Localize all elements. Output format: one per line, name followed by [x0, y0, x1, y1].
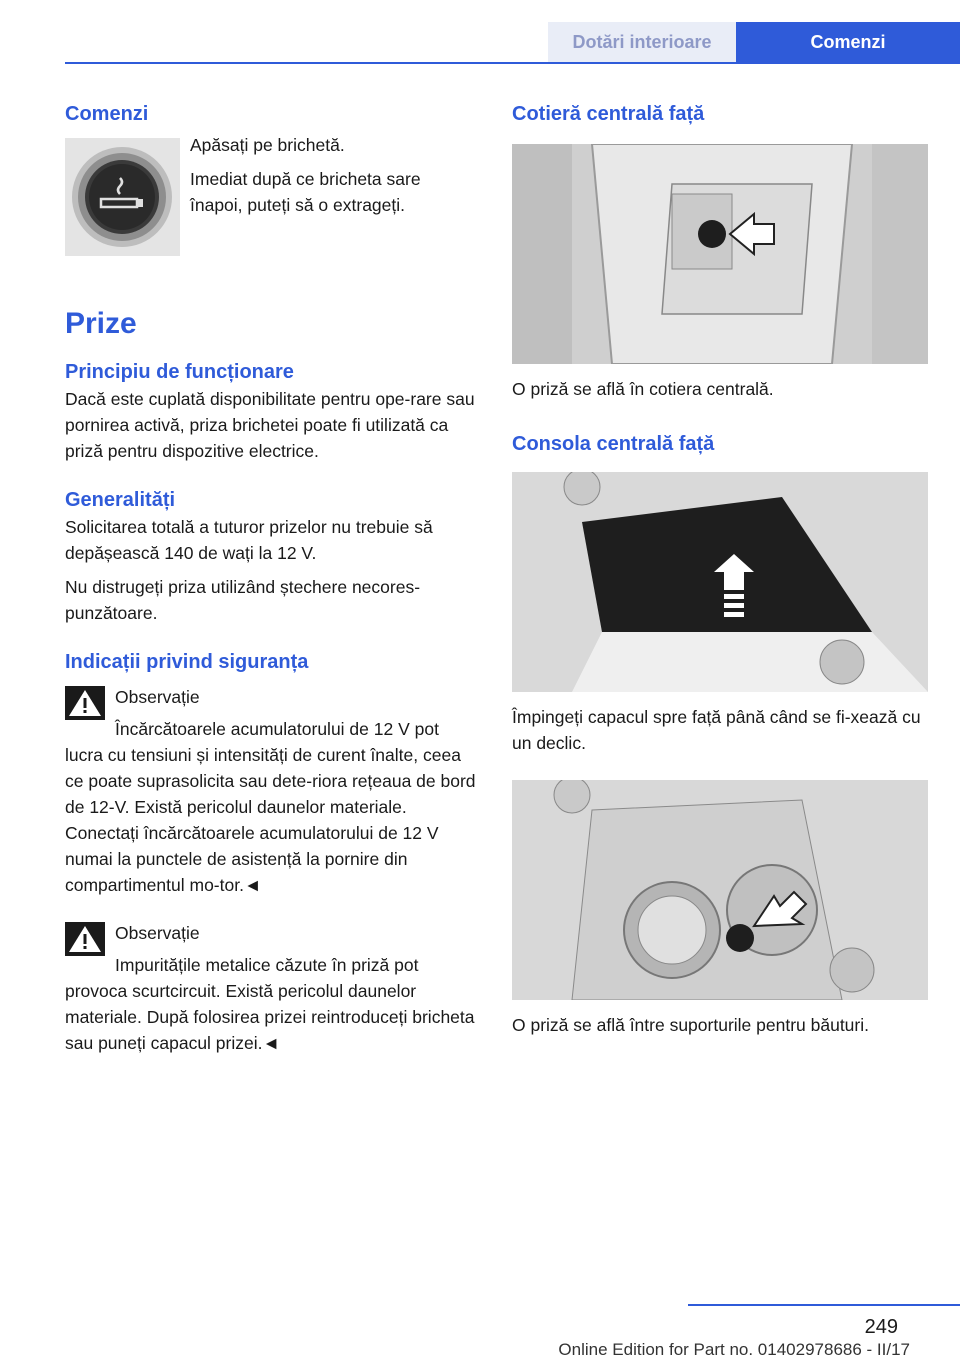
- lighter-instructions: [190, 132, 477, 226]
- warning-icon: [65, 686, 105, 720]
- cigarette-lighter-image: [65, 138, 180, 256]
- warning-icon: [65, 922, 105, 956]
- cupholder-socket-photo: [512, 780, 928, 1000]
- warning-title-1: Observație: [115, 687, 200, 707]
- warning-text-1: Încărcătoarele acumulatorului de 12 V pot lucra cu tensiuni și intensități de curent înalte, ceea ce poate suprasolicita sau dete-riora rețeaua de bord de 12-V. Există pericolul daunelor materiale. Conectați încărcătoarele acumulatorului de 12 V numai la punctele de asistență la pornire din compartimentul mo-tor.◄: [65, 719, 476, 895]
- footer-rule: [688, 1304, 960, 1306]
- consola-caption-1: Împingeți capacul spre față până când se fi-xează cu un declic.: [512, 707, 921, 753]
- warning-text-2: Impuritățile metalice căzute în priză pot provoca scurtcircuit. Există pericolul daunelor materiale. După folosirea prizei reintroduceți bricheta sau puneți capacul prizei.◄: [65, 955, 475, 1053]
- lighter-step-1: Apăsați pe brichetă.: [190, 135, 345, 155]
- chapter-title-prize: Prize: [65, 307, 137, 340]
- warning-block-1: [65, 684, 477, 898]
- armrest-socket-photo: [512, 144, 928, 364]
- section-title-consola: Consola centrală față: [512, 433, 715, 455]
- tab-comenzi[interactable]: Comenzi: [736, 22, 960, 62]
- cotiera-caption: O priză se află în cotiera centrală.: [512, 379, 774, 399]
- cigarette-lighter-icon: [65, 138, 180, 256]
- section-title-cotiera: Cotieră centrală față: [512, 103, 705, 125]
- page-number: 249: [864, 1316, 898, 1338]
- warning-title-2: Observație: [115, 923, 200, 943]
- header-tabs: [0, 22, 960, 62]
- section-title-principiu: Principiu de funcționare: [65, 361, 294, 383]
- center-console-cover-photo: [512, 472, 928, 692]
- footer-edition: Online Edition for Part no. 01402978686 - II/17: [558, 1340, 910, 1359]
- left-column: [65, 100, 477, 1056]
- consola-caption-2: O priză se află între suporturile pentru băuturi.: [512, 1015, 869, 1035]
- right-column: [512, 100, 928, 1038]
- section-title-generalitati: Generalități: [65, 489, 176, 511]
- section-title-comenzi: Comenzi: [65, 103, 149, 125]
- tab-dotari-interioare[interactable]: Dotări interioare: [548, 22, 736, 62]
- principiu-text: Dacă este cuplată disponibilitate pentru ope-rare sau pornirea activă, priza brichetei poate fi utilizată ca priză pentru dispozitive electrice.: [65, 389, 475, 461]
- warning-block-2: [65, 920, 477, 1056]
- lighter-block: [65, 135, 477, 256]
- header-rule: [65, 62, 960, 64]
- generalitati-text-1: Solicitarea totală a tuturor prizelor nu trebuie să depășească 140 de wați la 12 V.: [65, 517, 433, 563]
- generalitati-text-2: Nu distrugeți priza utilizând ștechere necores-punzătoare.: [65, 577, 421, 623]
- lighter-step-2: Imediat după ce bricheta sare înapoi, puteți să o extrageți.: [190, 169, 421, 215]
- section-title-indicatii: Indicații privind siguranța: [65, 651, 309, 673]
